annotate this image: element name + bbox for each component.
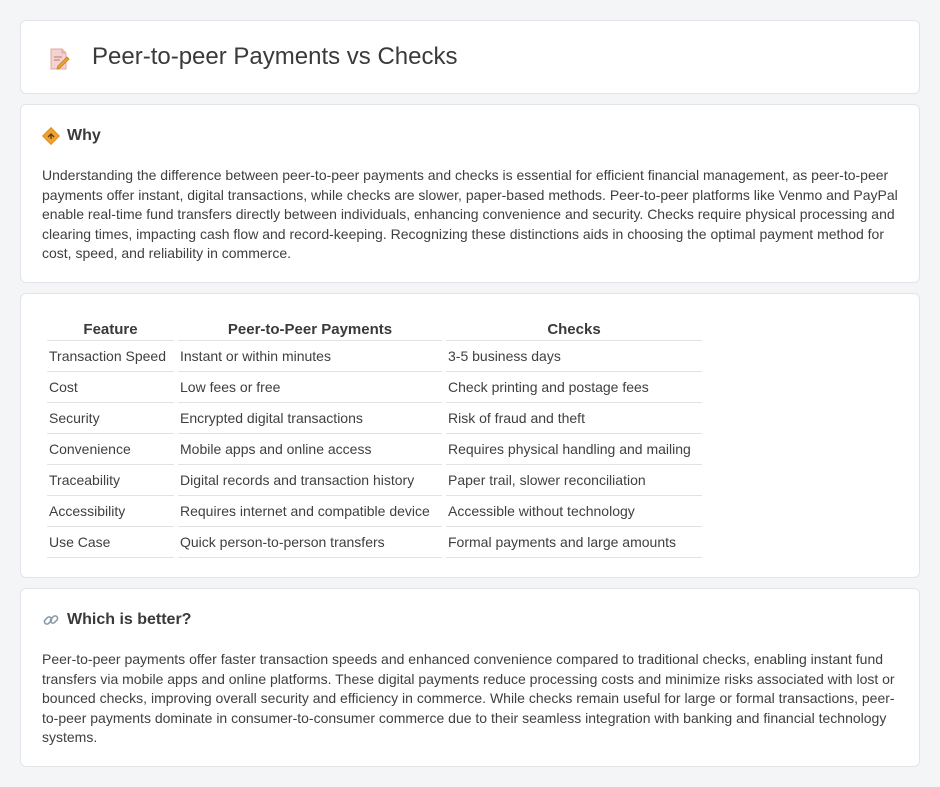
why-heading-row bbox=[42, 127, 101, 145]
comparison-section bbox=[20, 293, 920, 578]
why-heading: Why bbox=[67, 127, 101, 144]
better-heading-row bbox=[42, 611, 191, 629]
cell-checks: Formal payments and large amounts bbox=[446, 527, 702, 558]
why-section bbox=[20, 104, 920, 283]
table-row bbox=[47, 403, 702, 434]
header-feature: Feature bbox=[47, 314, 174, 341]
header-checks: Checks bbox=[446, 314, 702, 341]
cell-checks: Risk of fraud and theft bbox=[446, 403, 702, 434]
cell-checks: Check printing and postage fees bbox=[446, 372, 702, 403]
which-better-section bbox=[20, 588, 920, 767]
cell-feature: Cost bbox=[47, 372, 174, 403]
cell-feature: Security bbox=[47, 403, 174, 434]
cell-feature: Traceability bbox=[47, 465, 174, 496]
why-paragraph: Understanding the difference between peer-to-peer payments and checks is essential for efficient financial management, as peer-to-peer payments offer instant, digital transactions, while checks are slower, paper-based methods. Peer-to-peer platforms like Venmo and PayPal enable real-time fund transfers directly between individuals, enhancing convenience and security. Checks require physical processing and clearing times, impacting cash flow and record-keeping. Recognizing these distinctions aids in choosing the optimal payment method for cost, speed, and reliability in commerce. bbox=[42, 167, 898, 262]
title-card bbox=[20, 20, 920, 94]
table-row bbox=[47, 372, 702, 403]
cell-p2p: Digital records and transaction history bbox=[178, 465, 442, 496]
table-header-row bbox=[47, 314, 702, 341]
cell-p2p: Instant or within minutes bbox=[178, 341, 442, 372]
better-paragraph: Peer-to-peer payments offer faster transaction speeds and enhanced convenience compared to traditional checks, enabling instant fund transfers via mobile apps and online platforms. These digital payments reduce processing costs and minimize risks associated with lost or bounced checks, improving overall security and efficiency in commerce. While checks remain useful for large or formal transactions, peer-to-peer payments dominate in consumer-to-consumer commerce due to their seamless integration with banking and financial technology systems. bbox=[42, 651, 895, 746]
cell-feature: Transaction Speed bbox=[47, 341, 174, 372]
cell-checks: Paper trail, slower reconciliation bbox=[446, 465, 702, 496]
table-row bbox=[47, 496, 702, 527]
cell-p2p: Quick person-to-person transfers bbox=[178, 527, 442, 558]
table-row bbox=[47, 434, 702, 465]
cell-feature: Use Case bbox=[47, 527, 174, 558]
header-p2p: Peer-to-Peer Payments bbox=[178, 314, 442, 341]
page-title: Peer-to-peer Payments vs Checks bbox=[92, 43, 458, 70]
table-row bbox=[47, 527, 702, 558]
diamond-sign-icon bbox=[42, 127, 60, 145]
cell-p2p: Encrypted digital transactions bbox=[178, 403, 442, 434]
link-icon bbox=[42, 611, 60, 629]
document-edit-icon bbox=[48, 47, 70, 71]
cell-feature: Convenience bbox=[47, 434, 174, 465]
better-heading: Which is better? bbox=[67, 611, 192, 628]
table-row bbox=[47, 465, 702, 496]
cell-checks: Accessible without technology bbox=[446, 496, 702, 527]
cell-p2p: Requires internet and compatible device bbox=[178, 496, 442, 527]
cell-feature: Accessibility bbox=[47, 496, 174, 527]
cell-p2p: Low fees or free bbox=[178, 372, 442, 403]
comparison-table bbox=[43, 314, 706, 558]
cell-checks: 3-5 business days bbox=[446, 341, 702, 372]
table-row bbox=[47, 341, 702, 372]
cell-checks: Requires physical handling and mailing bbox=[446, 434, 702, 465]
cell-p2p: Mobile apps and online access bbox=[178, 434, 442, 465]
